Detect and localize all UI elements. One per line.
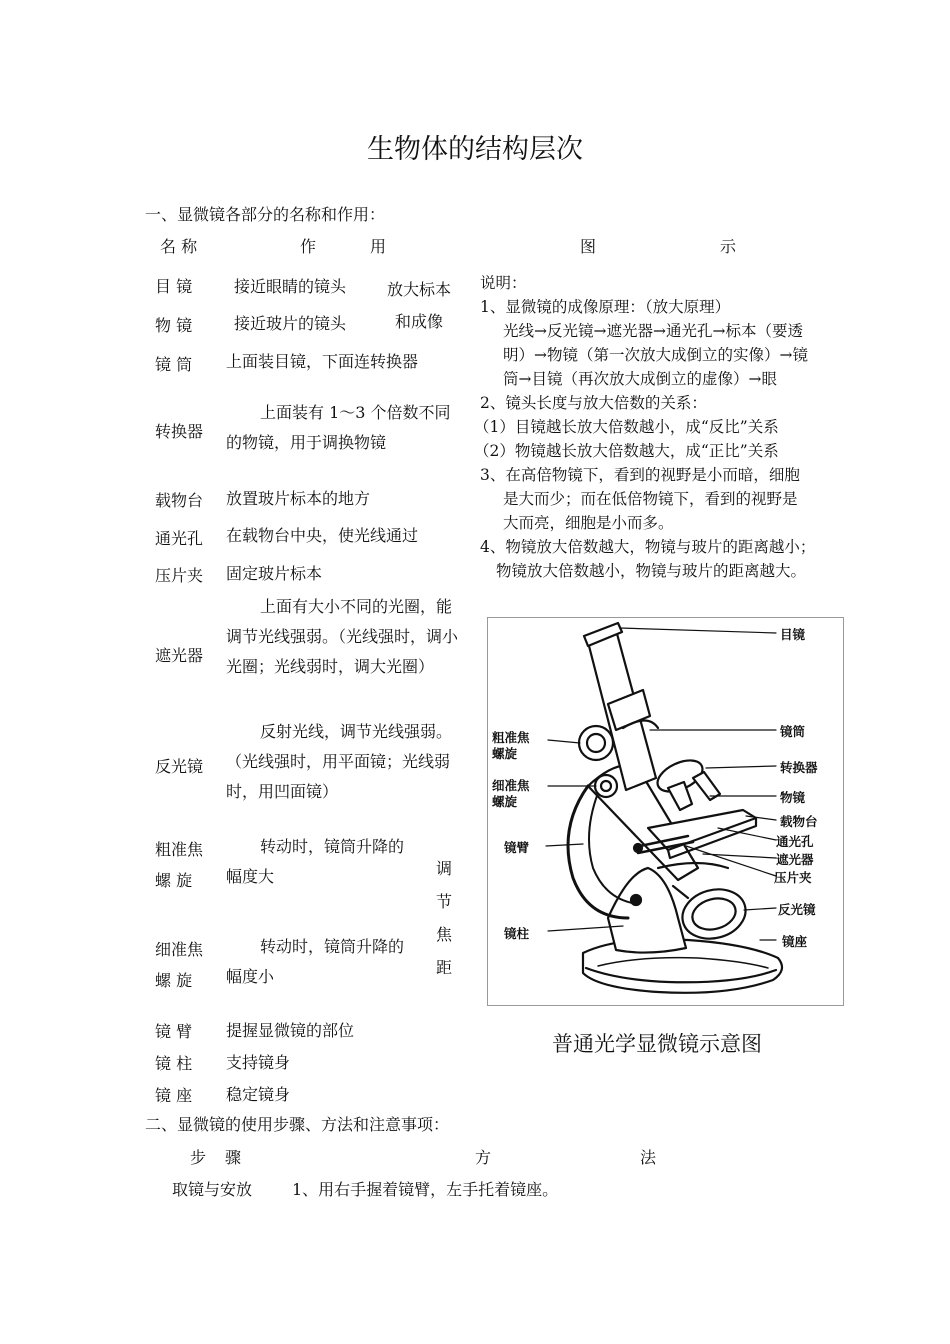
label-diaphragm: 遮光器: [776, 852, 814, 867]
label-coarse-b: 螺旋: [492, 746, 518, 761]
part-desc: 在载物台中央，使光线通过: [226, 526, 419, 545]
part-desc: 上面有大小不同的光圈，能调节光线强弱。（光线强时，调小光圈；光线弱时，调大光圈）: [226, 597, 459, 676]
part-desc: 稳定镜身: [226, 1085, 291, 1104]
note-line: 明）→物镜（第一次放大成倒立的实像）→镜: [503, 346, 808, 364]
part-name-b: 螺 旋: [155, 871, 193, 890]
part-name: 物 镜: [155, 316, 193, 335]
col-header-function-b: 用: [370, 237, 387, 256]
part-desc: 上面装有 1～3 个倍数不同的物镜，用于调换物镜: [226, 403, 451, 452]
col-header-step-a: 步: [190, 1148, 207, 1167]
part-desc: 上面装目镜，下面连转换器: [226, 352, 419, 371]
note-line: 2、镜头长度与放大倍数的关系：: [480, 394, 707, 412]
part-desc: 接近眼睛的镜头: [234, 277, 347, 296]
label-fine-b: 螺旋: [492, 794, 518, 809]
label-eyepiece: 目镜: [780, 627, 806, 642]
label-coarse-a: 粗准焦: [492, 730, 530, 745]
note-line: 4、物镜放大倍数越大，物镜与玻片的距离越小；: [480, 538, 816, 556]
label-hole: 通光孔: [776, 834, 814, 849]
note-line: （1）目镜越长放大倍数越小，成“反比”关系: [474, 418, 779, 436]
part-name-a: 粗准焦: [155, 840, 204, 859]
side-note-magnify-a: 放大标本: [387, 280, 452, 299]
part-name: 压片夹: [155, 566, 204, 585]
part-desc: 放置玻片标本的地方: [226, 489, 371, 508]
side-note-magnify-b: 和成像: [395, 312, 444, 331]
col-header-figure-b: 示: [720, 237, 737, 256]
label-mirror: 反光镜: [778, 902, 816, 917]
col-header-function-a: 作: [300, 237, 317, 256]
note-line: 1、显微镜的成像原理：（放大原理）: [480, 298, 731, 316]
col-header-name: 名 称: [160, 237, 198, 256]
note-line: 光线→反光镜→遮光器→通光孔→标本（要透: [503, 322, 803, 340]
part-name: 镜 柱: [155, 1054, 193, 1073]
part-desc: 固定玻片标本: [226, 564, 323, 583]
label-arm: 镜臂: [504, 840, 530, 855]
part-desc: 转动时，镜筒升降的幅度小: [226, 937, 405, 986]
part-name: 镜 臂: [155, 1022, 193, 1041]
page-title: 生物体的结构层次: [367, 134, 583, 165]
part-name-a: 细准焦: [155, 940, 204, 959]
part-name: 载物台: [155, 491, 204, 510]
part-name-b: 螺 旋: [155, 971, 193, 990]
part-desc: 提握显微镜的部位: [226, 1021, 355, 1040]
col-header-method-b: 法: [640, 1148, 657, 1167]
side-note-focus-vertical: 调节焦距: [435, 859, 452, 977]
label-fine-a: 细准焦: [492, 778, 530, 793]
microscope-figure: [487, 617, 844, 1006]
part-desc: 反射光线，调节光线强弱。（光线强时，用平面镜；光线弱时，用凹面镜）: [226, 722, 453, 801]
note-line: 物镜放大倍数越小，物镜与玻片的距离越大。: [496, 562, 807, 580]
note-line: 大而亮，细胞是小而多。: [503, 514, 674, 532]
part-name: 通光孔: [155, 529, 204, 548]
note-line: 3、在高倍物镜下，看到的视野是小而暗，细胞: [480, 466, 800, 484]
label-clip: 压片夹: [774, 870, 812, 885]
col-header-figure-a: 图: [580, 237, 597, 256]
note-line: 是大而少；而在低倍物镜下，看到的视野是: [503, 490, 798, 508]
part-name: 镜 座: [155, 1086, 193, 1105]
section-2-heading: 二、显微镜的使用步骤、方法和注意事项：: [145, 1115, 450, 1134]
part-name: 反光镜: [155, 757, 204, 776]
part-name: 转换器: [155, 422, 204, 441]
note-line: 筒→目镜（再次放大成倒立的虚像）→眼: [503, 370, 777, 388]
part-name: 镜 筒: [155, 355, 193, 374]
figure-caption: 普通光学显微镜示意图: [552, 1032, 762, 1056]
label-pillar: 镜柱: [504, 926, 530, 941]
label-base: 镜座: [782, 934, 808, 949]
label-converter: 转换器: [780, 760, 818, 775]
note-line: （2）物镜越长放大倍数越大，成“正比”关系: [474, 442, 779, 460]
step-method: 1、用右手握着镜臂，左手托着镜座。: [292, 1180, 559, 1199]
notes-label: 说明：: [480, 274, 527, 292]
label-tube: 镜筒: [780, 724, 806, 739]
part-desc: 转动时，镜筒升降的幅度大: [226, 837, 405, 886]
col-header-step-b: 骤: [225, 1148, 242, 1167]
step-name: 取镜与安放: [172, 1180, 253, 1199]
part-desc: 接近玻片的镜头: [234, 314, 347, 333]
part-name: 遮光器: [155, 646, 204, 665]
label-stage: 载物台: [780, 814, 818, 829]
label-objective: 物镜: [780, 790, 806, 805]
section-1-heading: 一、显微镜各部分的名称和作用：: [145, 205, 386, 224]
part-name: 目 镜: [155, 277, 193, 296]
col-header-method-a: 方: [475, 1148, 492, 1167]
part-desc: 支持镜身: [226, 1053, 291, 1072]
